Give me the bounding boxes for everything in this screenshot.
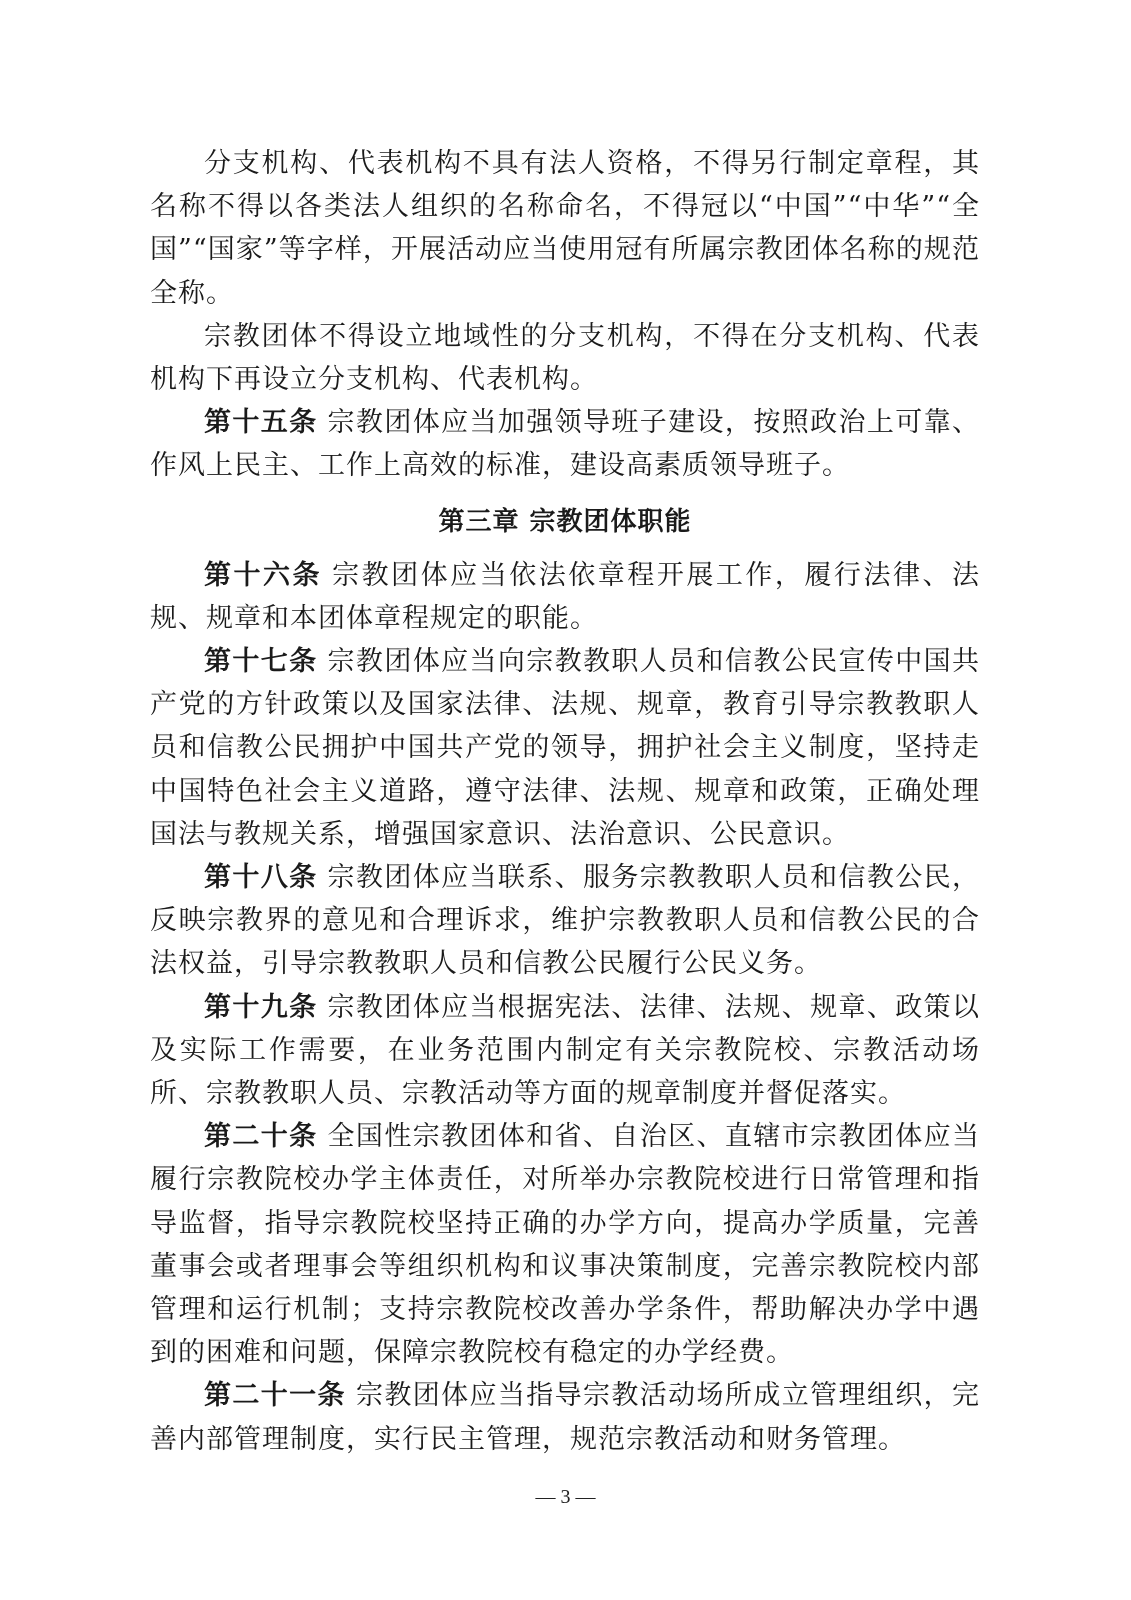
paragraph-branch-restriction: 宗教团体不得设立地域性的分支机构，不得在分支机构、代表机构下再设立分支机构、代表机构。	[150, 320, 980, 396]
article-15	[150, 401, 980, 487]
chapter-heading: 第三章 宗教团体职能	[438, 506, 692, 537]
article-text: 宗教团体应当依法依章程开展工作，履行法律、法规、规章和本团体章程规定的职能。	[150, 559, 981, 634]
article-16	[150, 554, 980, 640]
document-body	[150, 142, 980, 1461]
article-label: 第十六条	[204, 559, 323, 591]
article-text: 宗教团体应当根据宪法、法律、法规、规章、政策以及实际工作需要，在业务范围内制定有关宗教院校、宗教活动场所、宗教教职人员、宗教活动等方面的规章制度并督促落实。	[150, 991, 981, 1110]
article-label: 第十九条	[204, 991, 318, 1023]
article-18	[150, 856, 980, 986]
article-text: 宗教团体应当加强领导班子建设，按照政治上可靠、作风上民主、工作上高效的标准，建设高素质领导班子。	[150, 407, 981, 482]
paragraph-branch-naming: 分支机构、代表机构不具有法人资格，不得另行制定章程，其名称不得以各类法人组织的名称命名，不得冠以“中国”“中华”“全国”“国家”等字样，开展活动应当使用冠有所属宗教团体名称的规范全称。	[150, 148, 980, 309]
article-label: 第十五条	[204, 407, 318, 439]
article-label: 第二十一条	[204, 1380, 346, 1412]
article-label: 第十七条	[204, 646, 318, 678]
article-21	[150, 1374, 980, 1460]
article-text: 宗教团体应当联系、服务宗教教职人员和信教公民，反映宗教界的意见和合理诉求，维护宗教教职人员和信教公民的合法权益，引导宗教教职人员和信教公民履行公民义务。	[150, 862, 981, 980]
article-text: 宗教团体应当指导宗教活动场所成立管理组织，完善内部管理制度，实行民主管理，规范宗教活动和财务管理。	[150, 1380, 981, 1455]
article-text: 全国性宗教团体和省、自治区、直辖市宗教团体应当履行宗教院校办学主体责任，对所举办宗教院校进行日常管理和指导监督，指导宗教院校坚持正确的办学方向，提高办学质量，完善董事会或者理事会等组织机构和议事决策制度，完善宗教院校内部管理和运行机制；支持宗教院校改善办学条件，帮助解决办学中遇到的困难和问题，保障宗教院校有稳定的办学经费。	[150, 1121, 981, 1369]
article-label: 第二十条	[204, 1121, 318, 1153]
article-text: 宗教团体应当向宗教教职人员和信教公民宣传中国共产党的方针政策以及国家法律、法规、规章，教育引导宗教教职人员和信教公民拥护中国共产党的领导，拥护社会主义制度，坚持走中国特色社会主义道路，遵守法律、法规、规章和政策，正确处理国法与教规关系，增强国家意识、法治意识、公民意识。	[150, 646, 981, 850]
article-label: 第十八条	[204, 862, 318, 894]
article-19	[150, 986, 980, 1116]
article-17	[150, 640, 980, 856]
article-20	[150, 1115, 980, 1374]
page-number: — 3 —	[535, 1486, 596, 1508]
